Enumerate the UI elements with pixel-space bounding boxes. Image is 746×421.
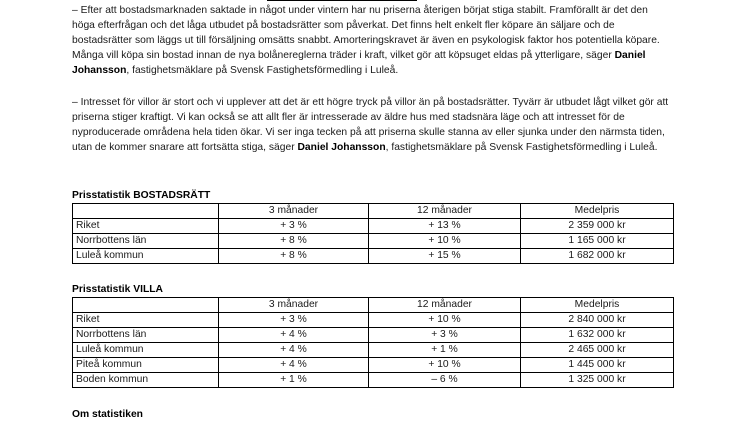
header-rule bbox=[267, 0, 417, 1]
paragraph-bostadsratt-quote: – Efter att bostadsmarknaden saktade in något under vintern har nu priserna återigen börjat stiga stabilt. Framförallt är det den höga efterfrågan och det låga utbudet på bostadsrätter som påverkat. Det finns helt enkelt fler köpare än säljare och de bostadsrätter som läggs ut till försäljning omsätts snabbt. Amorteringskravet är även en psykologisk faktor hos potentiella köpare. Många vill köpa sin bostad innan de nya bolånereglerna träder i kraft, vilket gör att köpsuget eldas på ytterligare, säger Daniel Johansson, fastighetsmäklare på Svensk Fastighetsförmedling i Luleå. bbox=[72, 5, 660, 76]
cell-medelpris: 2 465 000 kr bbox=[521, 343, 674, 358]
cell-3-manader: + 4 % bbox=[219, 343, 369, 358]
cell-12-manader: + 13 % bbox=[369, 219, 521, 234]
quote-author-name: Daniel Johansson bbox=[297, 142, 386, 153]
table-row bbox=[73, 328, 674, 343]
cell-region: Luleå kommun bbox=[73, 343, 219, 358]
table-row bbox=[73, 373, 674, 388]
cell-medelpris: 1 632 000 kr bbox=[521, 328, 674, 343]
cell-3-manader: + 3 % bbox=[219, 219, 369, 234]
table-bostadsratt bbox=[72, 203, 674, 264]
cell-region: Norrbottens län bbox=[73, 234, 219, 249]
table-villa bbox=[72, 297, 674, 388]
header-cell-empty bbox=[73, 204, 219, 219]
cell-region: Riket bbox=[73, 313, 219, 328]
header-cell-empty bbox=[73, 298, 219, 313]
cell-3-manader: + 8 % bbox=[219, 249, 369, 264]
table-header-row bbox=[73, 298, 674, 313]
cell-medelpris: 2 840 000 kr bbox=[521, 313, 674, 328]
cell-3-manader: + 8 % bbox=[219, 234, 369, 249]
table-row bbox=[73, 313, 674, 328]
cell-medelpris: 1 165 000 kr bbox=[521, 234, 674, 249]
cell-12-manader: + 10 % bbox=[369, 313, 521, 328]
cell-region: Boden kommun bbox=[73, 373, 219, 388]
cell-medelpris: 1 325 000 kr bbox=[521, 373, 674, 388]
header-cell-medelpris: Medelpris bbox=[521, 298, 674, 313]
cell-12-manader: + 10 % bbox=[369, 234, 521, 249]
cell-region: Norrbottens län bbox=[73, 328, 219, 343]
header-cell-3-manader: 3 månader bbox=[219, 298, 369, 313]
header-cell-12-manader: 12 månader bbox=[369, 204, 521, 219]
table-row bbox=[73, 358, 674, 373]
cell-medelpris: 2 359 000 kr bbox=[521, 219, 674, 234]
cell-region: Luleå kommun bbox=[73, 249, 219, 264]
section-title-om-statistiken: Om statistiken bbox=[72, 409, 143, 420]
cell-3-manader: + 4 % bbox=[219, 358, 369, 373]
cell-3-manader: + 4 % bbox=[219, 328, 369, 343]
table-header-row bbox=[73, 204, 674, 219]
cell-12-manader: + 3 % bbox=[369, 328, 521, 343]
cell-12-manader: + 1 % bbox=[369, 343, 521, 358]
section-title-villa: Prisstatistik VILLA bbox=[72, 284, 163, 295]
header-cell-3-manader: 3 månader bbox=[219, 204, 369, 219]
cell-12-manader: + 15 % bbox=[369, 249, 521, 264]
cell-region: Piteå kommun bbox=[73, 358, 219, 373]
cell-medelpris: 1 445 000 kr bbox=[521, 358, 674, 373]
table-row bbox=[73, 234, 674, 249]
cell-3-manader: + 1 % bbox=[219, 373, 369, 388]
table-row bbox=[73, 249, 674, 264]
quote-author-name: Daniel Johansson bbox=[72, 50, 646, 76]
table-row bbox=[73, 343, 674, 358]
cell-medelpris: 1 682 000 kr bbox=[521, 249, 674, 264]
header-cell-12-manader: 12 månader bbox=[369, 298, 521, 313]
cell-12-manader: – 6 % bbox=[369, 373, 521, 388]
section-title-bostadsratt: Prisstatistik BOSTADSRÄTT bbox=[72, 190, 211, 201]
paragraph-villa-quote: – Intresset för villor är stort och vi upplever att det är ett högre tryck på villor än på bostadsrätter. Tyvärr är utbudet lågt vilket gör att priserna stiger kraftigt. Vi kan också se att allt fler är intresserade av äldre hus med stadsnära läge och att intresset för de nyproducerade områdena hela tiden ökar. Vi ser inga tecken på att priserna skulle stanna av eller sjunka under den närmsta tiden, utan de kommer snarare att fortsätta stiga, säger Daniel Johansson, fastighetsmäklare på Svensk Fastighetsförmedling i Luleå. bbox=[72, 97, 669, 153]
header-cell-medelpris: Medelpris bbox=[521, 204, 674, 219]
cell-12-manader: + 10 % bbox=[369, 358, 521, 373]
cell-3-manader: + 3 % bbox=[219, 313, 369, 328]
table-row bbox=[73, 219, 674, 234]
cell-region: Riket bbox=[73, 219, 219, 234]
